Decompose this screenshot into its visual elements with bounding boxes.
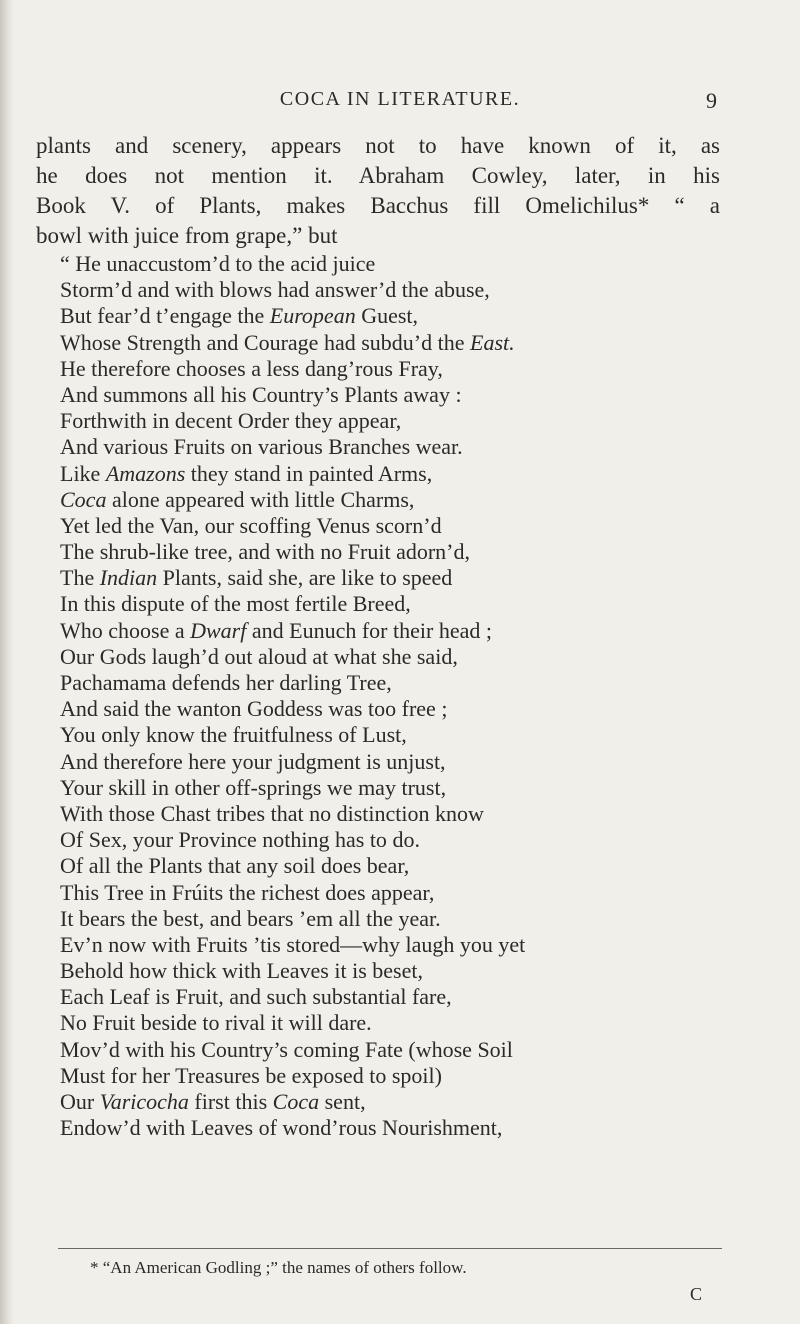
poem-line: Our Varicocha first this Coca sent,: [60, 1089, 366, 1114]
prose-line: he does not mention it. Abraham Cowley, later, in his: [36, 163, 720, 188]
poem-line: Each Leaf is Fruit, and such substantial fare,: [60, 984, 452, 1010]
poem-line: Ev’n now with Fruits ’tis stored—why laugh you yet: [60, 931, 526, 957]
poem-line: Whose Strength and Courage had subdu’d the East.: [60, 329, 515, 355]
page-edge: [0, 0, 14, 1324]
poem-line: With those Chast tribes that no distinction know: [60, 800, 484, 826]
poem-line: And summons all his Country’s Plants away :: [60, 381, 462, 407]
poem-line: Our Gods laugh’d out aloud at what she said,: [60, 643, 458, 669]
poem-line: Mov’d with his Country’s coming Fate (whose Soil: [60, 1036, 513, 1062]
page-header: [0, 88, 800, 118]
poem-line: “ He unaccustom’d to the acid juice: [60, 251, 376, 276]
poem-line: Endow’d with Leaves of wond’rous Nourishment,: [60, 1115, 503, 1141]
poem-line: But fear’d t’engage the European Guest,: [60, 303, 419, 329]
prose-line: Book V. of Plants, makes Bacchus fill Omelichilus* “ a: [36, 193, 720, 218]
poem-line: Like Amazons they stand in painted Arms,: [60, 460, 433, 486]
poem-line: Your skill in other off-springs we may trust,: [60, 774, 447, 800]
poem-line: And said the wanton Goddess was too free ;: [60, 696, 448, 722]
poem-line: It bears the best, and bears ’em all the year.: [60, 905, 441, 931]
poem-line: Behold how thick with Leaves it is beset,: [60, 958, 423, 984]
poem-line: No Fruit beside to rival it will dare.: [60, 1010, 372, 1036]
footnote: * “An American Godling ;” the names of others follow.: [90, 1258, 467, 1277]
poem-line: The shrub-like tree, and with no Fruit adorn’d,: [60, 539, 470, 565]
running-head: COCA IN LITERATURE.: [279, 88, 521, 110]
poem-line: This Tree in Frúits the richest does appear,: [60, 879, 435, 905]
poem-line: Coca alone appeared with little Charms,: [60, 486, 415, 512]
footnote-rule: [58, 1248, 722, 1249]
prose-line: bowl with juice from grape,” but: [36, 223, 338, 248]
poem-line: You only know the fruitfulness of Lust,: [60, 722, 407, 748]
poem-line: Yet led the Van, our scoffing Venus scorn’d: [60, 512, 442, 538]
poem-line: And various Fruits on various Branches wear.: [60, 434, 463, 460]
poem-line: In this dispute of the most fertile Breed,: [60, 591, 411, 617]
poem-line: Forthwith in decent Order they appear,: [60, 408, 402, 434]
prose-paragraph: [36, 131, 720, 251]
prose-line: plants and scenery, appears not to have known of it, as: [36, 133, 720, 158]
poem-line: Of all the Plants that any soil does bear,: [60, 853, 410, 879]
poem-line: Pachamama defends her darling Tree,: [60, 670, 392, 695]
poem-line: The Indian Plants, said she, are like to speed: [60, 565, 453, 591]
poem-line: Who choose a Dwarf and Eunuch for their head ;: [60, 617, 492, 643]
poem-line: Storm’d and with blows had answer’d the abuse,: [60, 277, 490, 303]
poem-quotation: [60, 251, 760, 1141]
page-number: 9: [706, 88, 717, 113]
poem-line: Of Sex, your Province nothing has to do.: [60, 827, 420, 853]
poem-line: Must for her Treasures be exposed to spoil): [60, 1062, 442, 1088]
signature-mark: C: [690, 1284, 703, 1304]
poem-line: He therefore chooses a less dang’rous Fray,: [60, 355, 443, 381]
poem-line: And therefore here your judgment is unjust,: [60, 748, 446, 774]
